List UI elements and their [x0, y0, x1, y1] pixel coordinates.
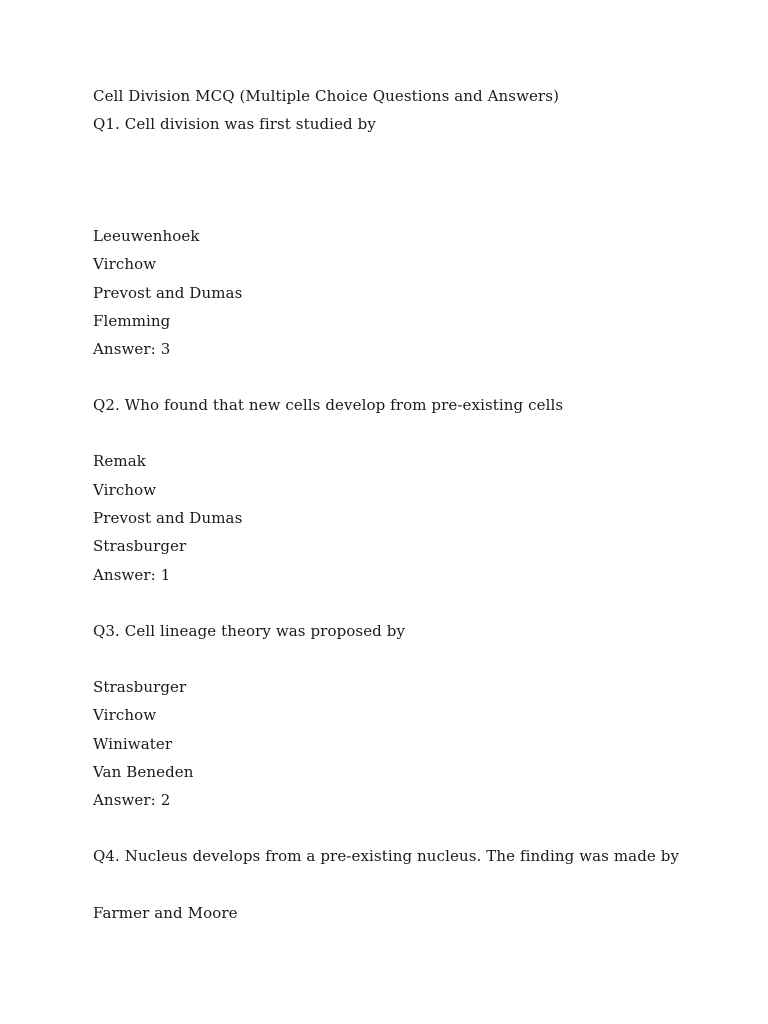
question-1: Q1. Cell division was first studied by — [93, 115, 376, 133]
q2-option-4: Strasburger — [93, 537, 187, 555]
q2-option-3: Prevost and Dumas — [93, 509, 243, 527]
q1-answer: Answer: 3 — [93, 340, 171, 358]
q3-answer: Answer: 2 — [93, 791, 171, 809]
q2-option-1: Remak — [93, 452, 146, 470]
question-2: Q2. Who found that new cells develop from pre-existing cells — [93, 396, 564, 414]
q2-answer: Answer: 1 — [93, 566, 171, 584]
q1-option-3: Prevost and Dumas — [93, 284, 243, 302]
q3-option-1: Strasburger — [93, 678, 187, 696]
q1-option-1: Leeuwenhoek — [93, 227, 200, 245]
question-3: Q3. Cell lineage theory was proposed by — [93, 622, 406, 640]
q3-option-3: Winiwater — [93, 735, 173, 753]
q3-option-4: Van Beneden — [93, 763, 194, 781]
q1-option-2: Virchow — [93, 255, 157, 273]
q2-option-2: Virchow — [93, 481, 157, 499]
document-title: Cell Division MCQ (Multiple Choice Questions and Answers) — [93, 87, 560, 105]
q1-option-4: Flemming — [93, 312, 171, 330]
question-4: Q4. Nucleus develops from a pre-existing nucleus. The finding was made by — [93, 847, 680, 865]
q4-option-1: Farmer and Moore — [93, 904, 238, 922]
q3-option-2: Virchow — [93, 706, 157, 724]
